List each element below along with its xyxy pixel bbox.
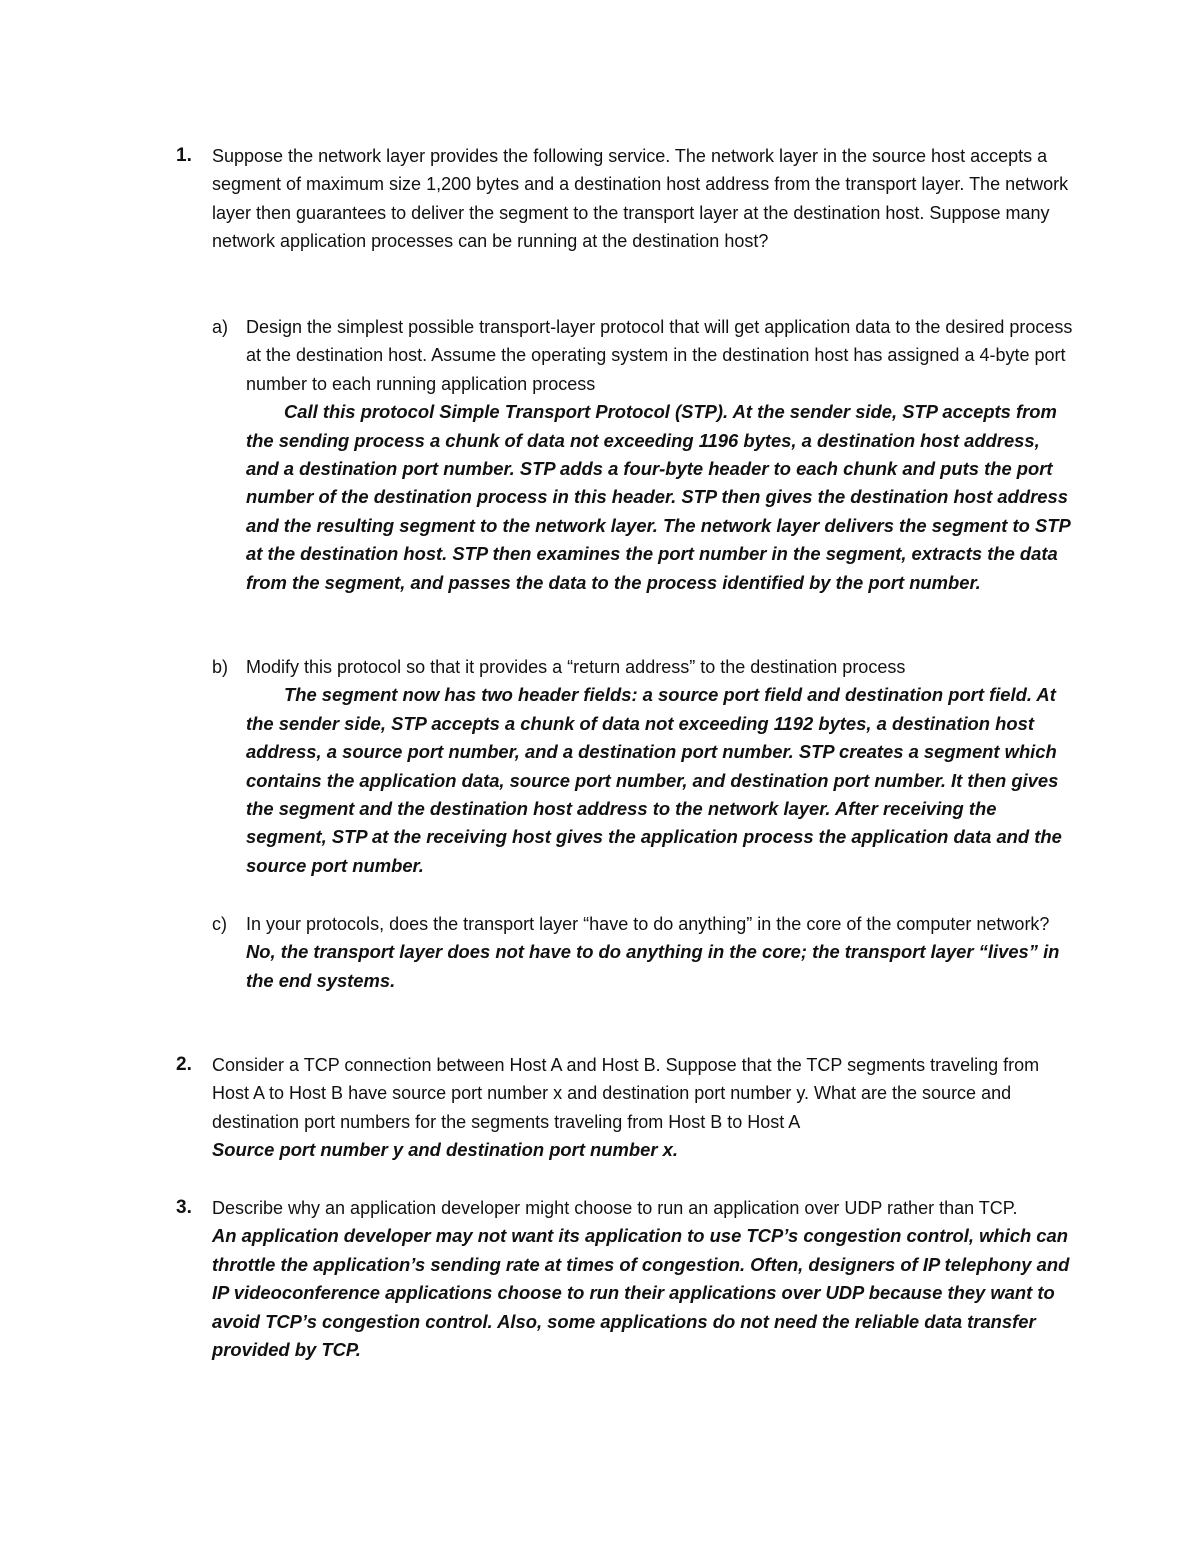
answer-text: Call this protocol Simple Transport Protocol (STP). At the sender side, STP accepts from the sending process a chunk of data not exceeding 1196 bytes, a destination host address, and a destination port number. STP adds a four-byte header to each chunk and puts the port number of the destination process in this header. STP then gives the destination host address and the resulting segment to the network layer. The network layer delivers the segment to STP at the destination host. STP then examines the port number in the segment, extracts the data from the segment, and passes the data to the process identified by the port number. xyxy=(246,401,1071,593)
question-1b xyxy=(212,653,1076,880)
answer-text: An application developer may not want its application to use TCP’s congestion control, which can throttle the application’s sending rate at times of congestion. Often, designers of IP telephony and IP videoconference applications choose to run their applications over UDP because they want to avoid TCP’s congestion control. Also, some applications do not need the reliable data transfer provided by TCP. xyxy=(212,1225,1070,1361)
question-number: 2. xyxy=(176,1054,192,1075)
part-label: b) xyxy=(212,657,229,677)
answer-text: The segment now has two header fields: a source port field and destination port field. At the sender side, STP accepts a chunk of data not exceeding 1192 bytes, a destination host address, a source port number, and a destination port number. STP creates a segment which contains the application data, source port number, and destination port number. It then gives the segment and the destination host address to the network layer. After receiving the segment, STP at the receiving host gives the application process the application data and the source port number. xyxy=(246,684,1062,876)
part-text: In your protocols, does the transport layer “have to do anything” in the core of the computer network? xyxy=(246,914,1050,934)
question-text: Describe why an application developer might choose to run an application over UDP rather than TCP. xyxy=(212,1198,1018,1218)
answer-text: No, the transport layer does not have to do anything in the core; the transport layer “lives” in the end systems. xyxy=(246,941,1060,991)
question-1a xyxy=(212,313,1076,597)
part-text: Design the simplest possible transport-layer protocol that will get application data to the desired process at the destination host. Assume the operating system in the destination host has assigned a 4-byte port number to each running application process xyxy=(246,317,1073,394)
question-1c xyxy=(212,910,1076,995)
answer-text: Source port number y and destination port number x. xyxy=(212,1139,678,1161)
question-1 xyxy=(176,142,1072,256)
question-number: 1. xyxy=(176,145,192,166)
question-text: Consider a TCP connection between Host A and Host B. Suppose that the TCP segments traveling from Host A to Host B have source port number x and destination port number y. What are the source and destination port numbers for the segments traveling from Host B to Host A xyxy=(212,1055,1040,1132)
part-text: Modify this protocol so that it provides a “return address” to the destination process xyxy=(246,657,906,677)
question-text: Suppose the network layer provides the following service. The network layer in the source host accepts a segment of maximum size 1,200 bytes and a destination host address from the transport layer. The network layer then guarantees to deliver the segment to the transport layer at the destination host. Suppose many network application processes can be running at the destination host? xyxy=(212,146,1069,252)
part-label: a) xyxy=(212,317,229,337)
question-2 xyxy=(176,1051,1072,1165)
part-label: c) xyxy=(212,914,227,934)
question-3 xyxy=(176,1194,1072,1364)
question-number: 3. xyxy=(176,1197,192,1218)
